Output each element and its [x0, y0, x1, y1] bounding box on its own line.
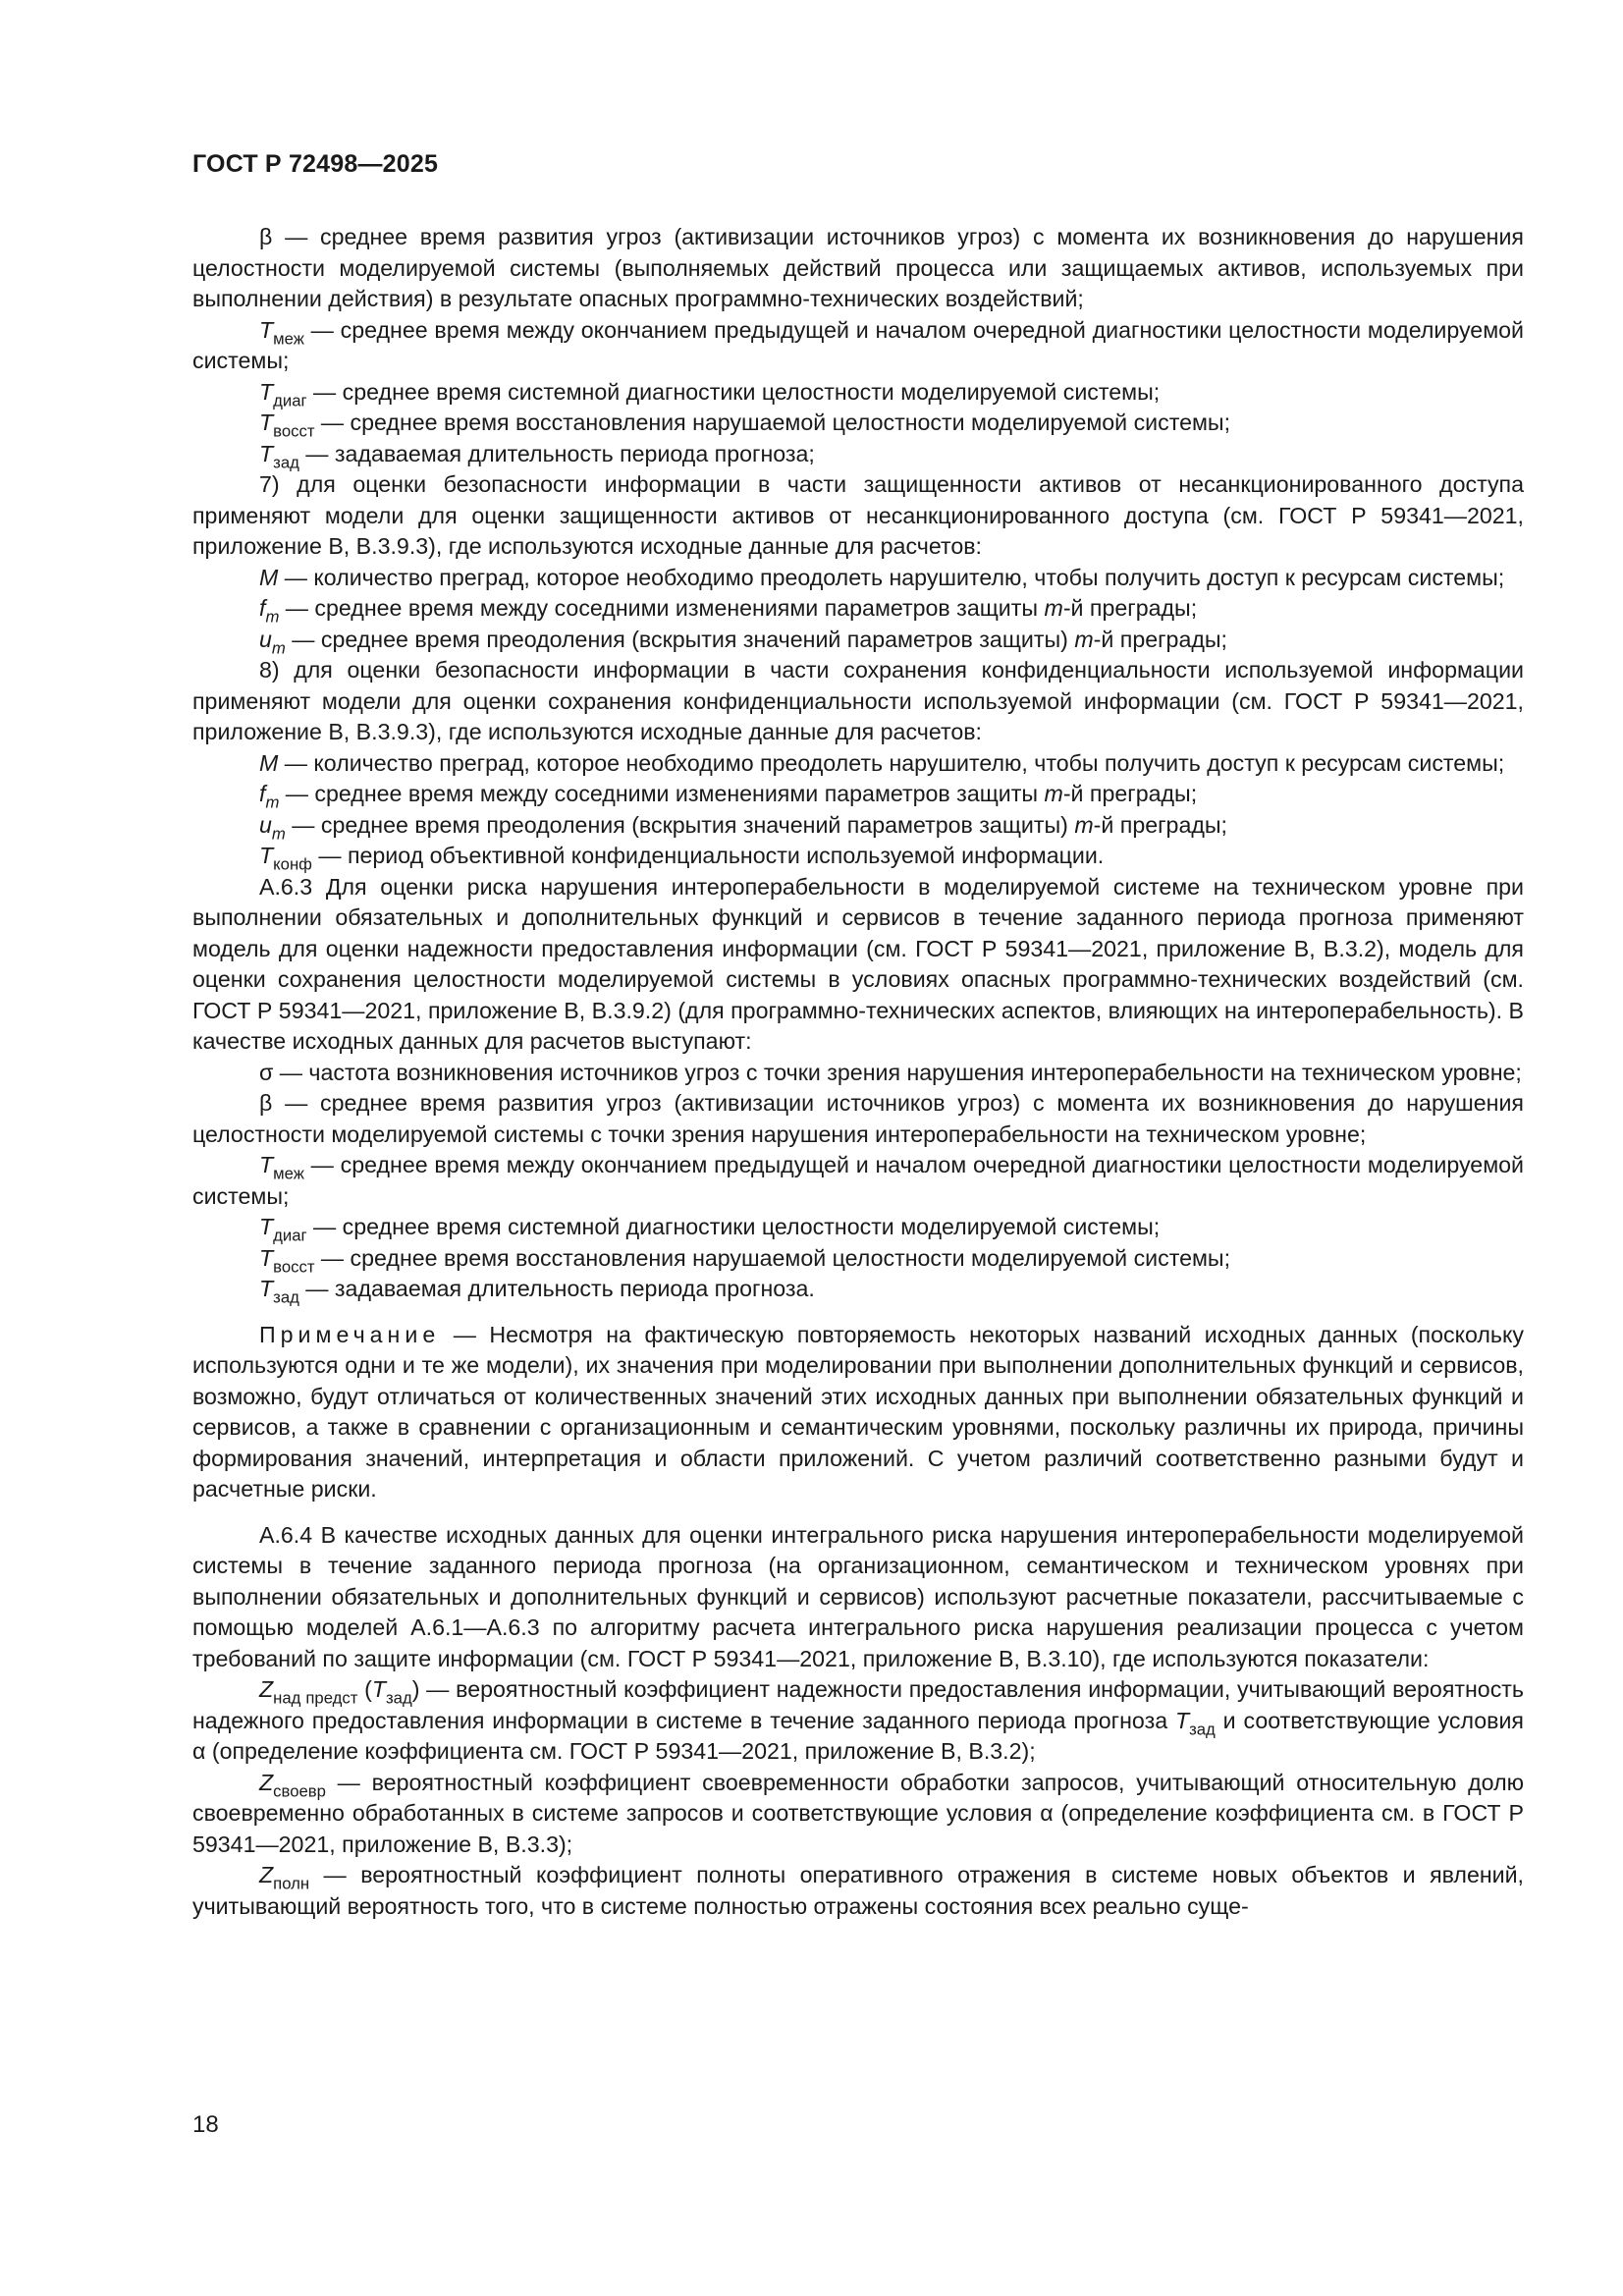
paragraph: $T_{зад}$ — задаваемая длительность периода прогноза.: [259, 1276, 815, 1307]
paragraph: 7) для оценки безопасности информации в части защищенности активов от несанкционированного доступа применяют модели для оценки защищенности активов от несанкционированного доступа (см. ГОСТ Р 59341—2021, приложение В, В.3.9.3), где используются исходные данные для расчетов:: [192, 471, 1524, 559]
paragraph: $T_{восст}$ — среднее время восстановления нарушаемой целостности моделируемой системы;: [259, 1244, 1231, 1277]
page-number: 18: [192, 2111, 219, 2138]
paragraph: $T_{восст}$ — среднее время восстановления нарушаемой целостности моделируемой системы;: [259, 410, 1231, 441]
paragraph: $T_{диаг}$ — среднее время системной диагностики целостности моделируемой системы;: [259, 378, 1161, 410]
paragraph: $Z_{над предст}$ $(T_{зад})$ — вероятностный коэффициент надежности предоставления информации, учитывающий вероятность надежного предоставления информации в системе в течение заданного периода прогноза $T_{зад}$ и соответствующие условия α (определение коэффициента см. ГОСТ Р 59341—2021, приложение В, В.3.2);: [192, 1676, 1524, 1764]
paragraph: β — среднее время развития угроз (активизации источников угроз) с момента их возникновения до нарушения целостности моделируемой системы с точки зрения нарушения интероперабельности на техническом уровне;: [192, 1090, 1524, 1147]
paragraph: $Z_{полн}$ — вероятностный коэффициент полноты оперативного отражения в системе новых объектов и явлений, учитывающий вероятность того, что в системе полностью отражены состояния всех реально суще-: [192, 1862, 1524, 1919]
paragraph: $T_{меж}$ — среднее время между окончанием предыдущей и началом очередной диагностики целостности моделируемой системы;: [192, 316, 1524, 373]
paragraph: $f_m$ — среднее время между соседними изменениями параметров защиты m-й преграды;: [259, 595, 1198, 627]
note-paragraph: Примечание — Несмотря на фактическую повторяемость некоторых названий исходных данных (поскольку используются одни и те же модели), их значения при моделировании при выполнении дополнительных функций и сервисов, возможно, будут отличаться от количественных значений этих исходных данных при выполнении обязательных функций и сервисов, а также в сравнении с организационным и семантическим уровнями, поскольку различны их природа, причины формирования значений, интерпретация и области приложений. С учетом различий соответственно разными будут и расчетные риски.: [192, 1321, 1524, 1502]
paragraph: M — количество преград, которое необходимо преодолеть нарушителю, чтобы получить доступ к ресурсам системы;: [259, 749, 1505, 776]
paragraph: β — среднее время развития угроз (активизации источников угроз) с момента их возникновения до нарушения целостности моделируемой системы (выполняемых действий процесса или защищаемых активов, используемых при выполнении действия) в результате опасных программно-технических воздействий;: [192, 224, 1524, 311]
document-header: ГОСТ Р 72498—2025: [192, 150, 439, 178]
paragraph: $Z_{своевр}$ — вероятностный коэффициент своевременности обработки запросов, учитывающий относительную долю своевременно обработанных в системе запросов и соответствующие условия α (определение коэффициента см. в ГОСТ Р 59341—2021, приложение В, В.3.3);: [192, 1769, 1524, 1857]
paragraph: А.6.3 Для оценки риска нарушения интероперабельности в моделируемой системе на техническом уровне при выполнении обязательных и дополнительных функций и сервисов в течение заданного периода прогноза применяют модель для оценки надежности предоставления информации (см. ГОСТ Р 59341—2021, приложение В, В.3.2), модель для оценки сохранения целостности моделируемой системы в условиях опасных программно-технических воздействий (см. ГОСТ Р 59341—2021, приложение В, В.3.9.2) (для программно-технических аспектов, влияющих на интероперабельность). В качестве исходных данных для расчетов выступают:: [192, 873, 1524, 1054]
paragraph: $u_m$ — среднее время преодоления (вскрытия значений параметров защиты) m-й преграды;: [259, 626, 1227, 658]
paragraph: $f_m$ — среднее время между соседними изменениями параметров защиты m-й преграды;: [259, 781, 1198, 812]
note-label: Примечание: [259, 1321, 441, 1347]
paragraph: $T_{диаг}$ — среднее время системной диагностики целостности моделируемой системы;: [259, 1214, 1161, 1245]
paragraph: $T_{меж}$ — среднее время между окончанием предыдущей и началом очередной диагностики целостности моделируемой системы;: [192, 1152, 1524, 1209]
paragraph: 8) для оценки безопасности информации в части сохранения конфиденциальности используемой информации применяют модели для оценки сохранения конфиденциальности используемой информации (см. ГОСТ Р 59341—2021, приложение В, В.3.9.3), где используются исходные данные для расчетов:: [192, 657, 1524, 744]
paragraph: А.6.4 В качестве исходных данных для оценки интегрального риска нарушения интероперабельности моделируемой системы в течение заданного периода прогноза (на организационном, семантическом и техническом уровнях при выполнении обязательных и дополнительных функций и сервисов) используют расчетные показатели, рассчитываемые с помощью моделей А.6.1—А.6.3 по алгоритму расчета интегрального риска нарушения реализации процесса с учетом требований по защите информации (см. ГОСТ Р 59341—2021, приложение В, В.3.10), где используются показатели:: [192, 1521, 1524, 1671]
paragraph: $u_m$ — среднее время преодоления (вскрытия значений параметров защиты) m-й преграды;: [259, 811, 1227, 844]
paragraph: $T_{зад}$ — задаваемая длительность периода прогноза;: [259, 440, 815, 472]
paragraph: σ — частота возникновения источников угроз с точки зрения нарушения интероперабельности на техническом уровне;: [259, 1059, 1522, 1085]
paragraph: $T_{конф}$ — период объективной конфиденциальности используемой информации.: [259, 843, 1105, 874]
paragraph: M — количество преград, которое необходимо преодолеть нарушителю, чтобы получить доступ к ресурсам системы;: [259, 564, 1505, 590]
document-body: [192, 222, 1524, 1922]
